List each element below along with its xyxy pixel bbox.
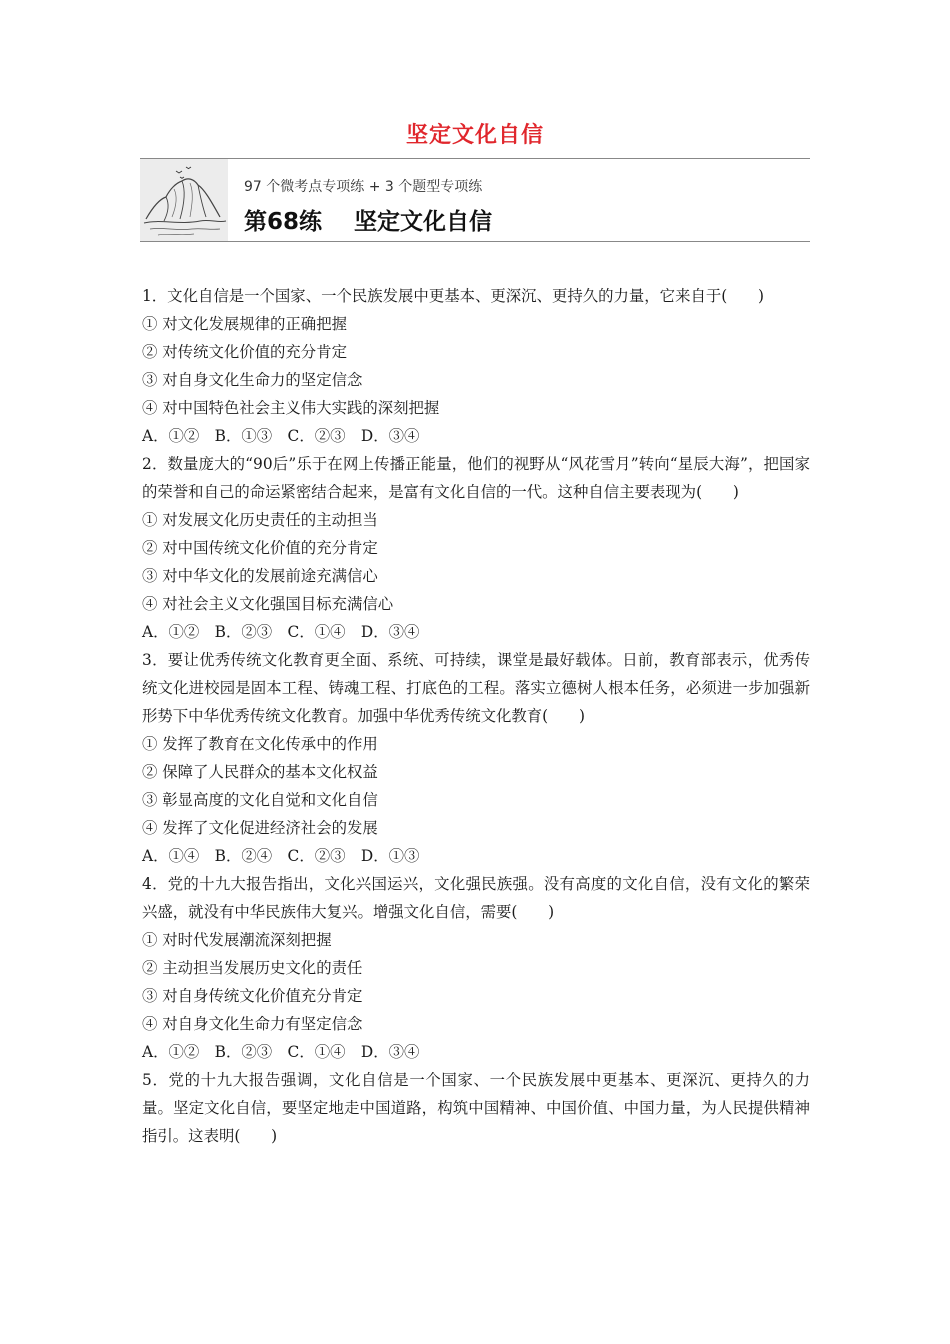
question-stem: 4．党的十九大报告指出，文化兴国运兴，文化强民族强。没有高度的文化自信，没有文化的繁荣兴盛，就没有中华民族伟大复兴。增强文化自信，需要( ) bbox=[142, 875, 810, 921]
page-title: 坚定文化自信 bbox=[405, 123, 544, 148]
question-list bbox=[142, 282, 810, 1150]
option-1: ① 对发展文化历史责任的主动担当 bbox=[142, 511, 378, 529]
option-2: ② 主动担当发展历史文化的责任 bbox=[142, 959, 363, 977]
option-1: ① 对文化发展规律的正确把握 bbox=[142, 315, 347, 333]
question-stem: 2．数量庞大的“90后”乐于在网上传播正能量，他们的视野从“风花雪月”转向“星辰大海”，把国家的荣誉和自己的命运紧密结合起来，是富有文化自信的一代。这种自信主要表现为( ) bbox=[142, 455, 810, 501]
banner-top-rule bbox=[140, 158, 810, 159]
series-subtitle: 97 个微考点专项练 + 3 个题型专项练 bbox=[244, 179, 483, 195]
answer-choices: A．①② B．②③ C．①④ D．③④ bbox=[142, 1043, 420, 1061]
option-4: ④ 发挥了文化促进经济社会的发展 bbox=[142, 819, 378, 837]
option-4: ④ 对自身文化生命力有坚定信念 bbox=[142, 1015, 363, 1033]
mountain-landscape-icon bbox=[140, 159, 228, 241]
option-3: ③ 对自身传统文化价值充分肯定 bbox=[142, 987, 363, 1005]
question-stem: 5．党的十九大报告强调，文化自信是一个国家、一个民族发展中更基本、更深沉、更持久的力量。坚定文化自信，要坚定地走中国道路，构筑中国精神、中国价值、中国力量，为人民提供精神指引。这表明( ) bbox=[142, 1071, 810, 1145]
option-1: ① 发挥了教育在文化传承中的作用 bbox=[142, 735, 378, 753]
question-stem: 1．文化自信是一个国家、一个民族发展中更基本、更深沉、更持久的力量，它来自于( ) bbox=[142, 287, 765, 305]
answer-choices: A．①④ B．②④ C．②③ D．①③ bbox=[142, 847, 420, 865]
option-3: ③ 对自身文化生命力的坚定信念 bbox=[142, 371, 363, 389]
option-4: ④ 对社会主义文化强国目标充满信心 bbox=[142, 595, 394, 613]
option-2: ② 对传统文化价值的充分肯定 bbox=[142, 343, 347, 361]
answer-choices: A．①② B．②③ C．①④ D．③④ bbox=[142, 623, 420, 641]
question-3 bbox=[142, 646, 810, 870]
option-1: ① 对时代发展潮流深刻把握 bbox=[142, 931, 332, 949]
option-2: ② 对中国传统文化价值的充分肯定 bbox=[142, 539, 378, 557]
option-4: ④ 对中国特色社会主义伟大实践的深刻把握 bbox=[142, 399, 440, 417]
banner-bottom-rule bbox=[140, 241, 810, 242]
question-4 bbox=[142, 870, 810, 1066]
question-5 bbox=[142, 1066, 810, 1150]
question-stem: 3．要让优秀传统文化教育更全面、系统、可持续，课堂是最好载体。日前，教育部表示，优秀传统文化进校园是固本工程、铸魂工程、打底色的工程。落实立德树人根本任务，必须进一步加强新形势下中华优秀传统文化教育。加强中华优秀传统文化教育( ) bbox=[142, 651, 810, 725]
answer-choices: A．①② B．①③ C．②③ D．③④ bbox=[142, 427, 420, 445]
lesson-title: 第68练 坚定文化自信 bbox=[244, 209, 493, 235]
option-3: ③ 彰显高度的文化自觉和文化自信 bbox=[142, 791, 378, 809]
lesson-banner bbox=[140, 158, 810, 242]
option-2: ② 保障了人民群众的基本文化权益 bbox=[142, 763, 378, 781]
question-2 bbox=[142, 450, 810, 646]
question-1 bbox=[142, 282, 810, 450]
option-3: ③ 对中华文化的发展前途充满信心 bbox=[142, 567, 378, 585]
